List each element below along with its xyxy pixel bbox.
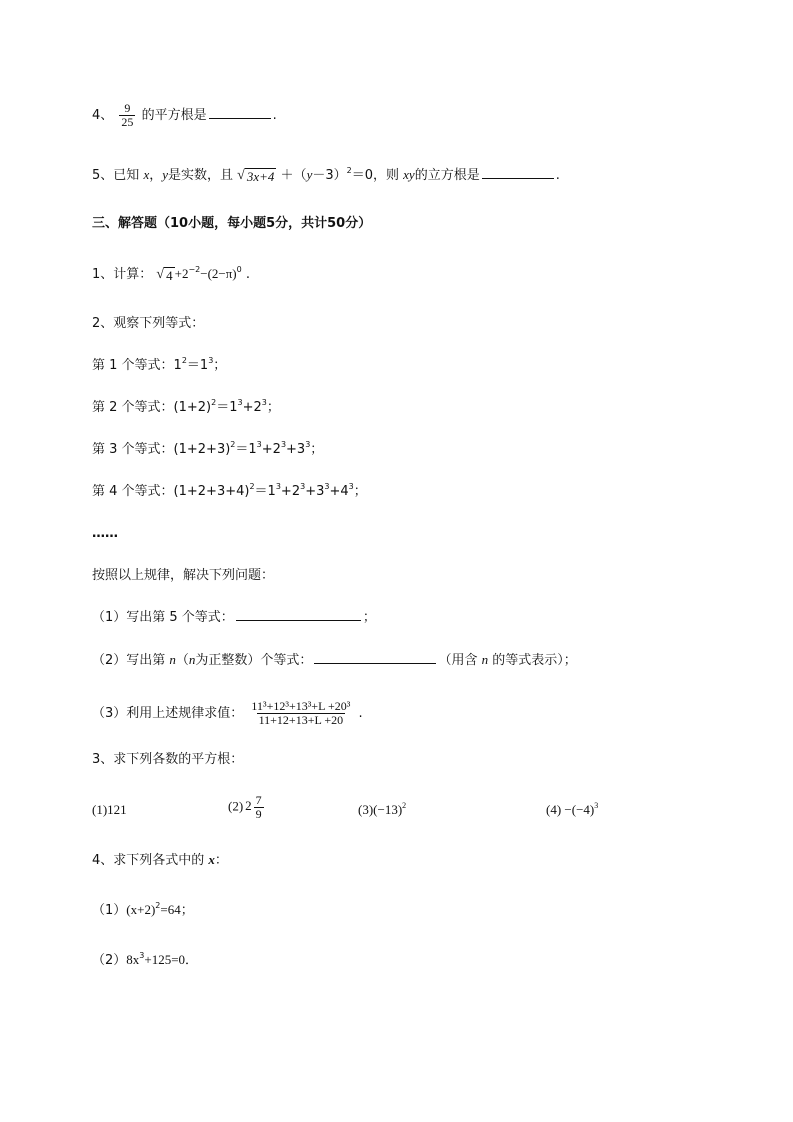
fill-question-4: 4、 $\frac{9}{25}$ 的平方根是 .	[92, 101, 277, 129]
sub-question-1: （1）写出第 5 个等式： ；	[92, 610, 376, 625]
problem-3-item-1: (1)121	[92, 802, 127, 817]
problem-2-intro: 2、观察下列等式：	[92, 316, 205, 331]
equation-1: 第 1 个等式：$1^2=1^3$；	[92, 356, 227, 373]
problem-3-intro: 3、求下列各数的平方根：	[92, 752, 244, 767]
question-text: 的平方根是	[141, 108, 207, 123]
sub-question-2: （2）写出第 n（n为正整数）个等式： （用含 n 的等式表示）；	[92, 652, 577, 668]
rule-text: 按照以上规律，解决下列问题：	[92, 568, 275, 583]
fraction: $\frac{9}{25}$	[121, 101, 134, 129]
answer-blank[interactable]	[314, 651, 436, 664]
sub-question-3: （3）利用上述规律求值： $\frac{\text{11³+12³+13³+L +20³}}{11+12+13+L +20}$ .	[92, 699, 363, 727]
problem-4-sub-1: $(1)(x+2)^2=64$；	[92, 901, 194, 918]
section-title: 三、解答题（10小题，每小题5分，共计50分）	[92, 216, 372, 231]
answer-blank[interactable]	[482, 166, 554, 179]
problem-4-intro: 4、求下列各式中的 x：	[92, 852, 228, 868]
sum-fraction: $\frac{\text{11³+12³+13³+L +20³}}{11+12+13+L +20}$	[251, 699, 351, 727]
square-root: √ 3x+4	[237, 168, 275, 184]
problem-3-item-3: $(3)(-13)^2$	[358, 801, 407, 817]
equation-4: 第 4 个等式：$(1+2+3+4)^2=1^3+2^3+3^3+4^3$；	[92, 482, 367, 499]
question-number: 4、	[92, 108, 114, 123]
equation-3: 第 3 个等式：$(1+2+3)^2=1^3+2^3+3^3$；	[92, 440, 324, 457]
equation-2: 第 2 个等式：$(1+2)^2=1^3+2^3$；	[92, 398, 280, 415]
problem-3-item-4: $(4) -(-4)^3$	[546, 801, 599, 817]
answer-blank[interactable]	[209, 106, 271, 119]
problem-3-item-2: (2) 2 $\frac{7}{9}$	[228, 793, 262, 821]
answer-blank[interactable]	[236, 608, 361, 621]
problem-4-sub-2: $(2)8x^3+125=0$．	[92, 951, 199, 968]
square-root: √ 4	[156, 267, 173, 283]
ellipsis: ……	[92, 526, 118, 541]
fill-question-5: 5、已知 x，y是实数，且 √ 3x+4 $+(y-3)^2=0$，则 xy的立方根是 .	[92, 166, 560, 184]
problem-1: 1、计算： √ 4 $+2^{-2}-(2-\pi)^0$ .	[92, 265, 251, 283]
